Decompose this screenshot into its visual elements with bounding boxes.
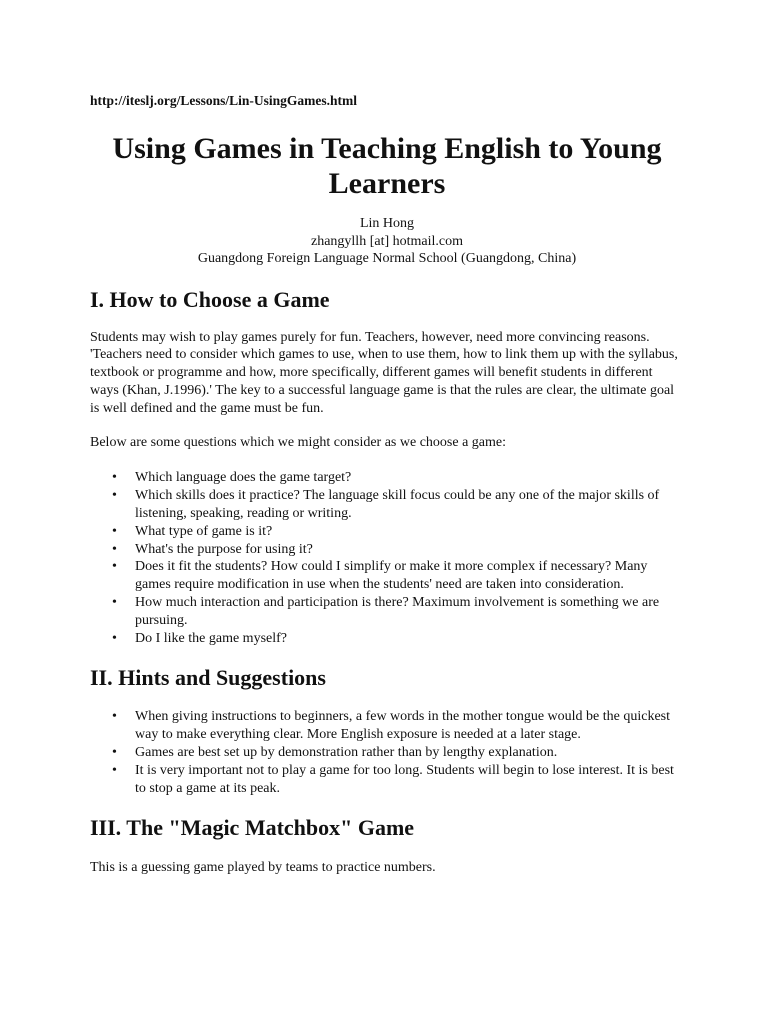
bullet-icon: • [112, 744, 117, 760]
list-item: • Which skills does it practice? The language skill focus could be any one of the major skills of listening, speaking, reading or writing. [112, 487, 660, 521]
page-title: Using Games in Teaching English to Young Learners [112, 132, 662, 200]
author-email: zhangyllh [at] hotmail.com [310, 233, 463, 249]
bullet-icon: • [112, 631, 117, 647]
section-heading-hints: II. Hints and Suggestions [90, 665, 326, 690]
author-name: Lin Hong [359, 216, 415, 231]
question-list [90, 469, 684, 648]
section-heading-magic-matchbox: III. The "Magic Matchbox" Game [90, 814, 415, 840]
hints-list [90, 708, 684, 798]
source-url: http://iteslj.org/Lessons/Lin-UsingGames.html [90, 93, 358, 108]
section3-paragraph: This is a guessing game played by teams to practice numbers. [90, 859, 436, 875]
bullet-icon: • [112, 469, 117, 485]
bullet-icon: • [112, 559, 117, 575]
list-item: • Which language does the game target? [112, 469, 352, 485]
section-heading-choose-game: I. How to Choose a Game [90, 286, 330, 312]
bullet-icon: • [112, 541, 117, 557]
bullet-icon: • [112, 762, 117, 778]
author-affiliation: Guangdong Foreign Language Normal School (Guangdong, China) [197, 251, 577, 266]
bullet-icon: • [112, 523, 117, 539]
section1-paragraph-2: Below are some questions which we might consider as we choose a game: [90, 435, 507, 451]
list-item: • What's the purpose for using it? [112, 541, 313, 557]
list-item: • Does it fit the students? How could I simplify or make it more complex if necessary? Many games require modification in use when the students' need are taken into consideration. [112, 559, 648, 593]
document-page [90, 92, 684, 876]
section1-paragraph-1: Students may wish to play games purely for fun. Teachers, however, need more convincing reasons. 'Teachers need to consider which games to use, when to use them, how to link them up with the syllabus, textbook or programme and how, more specifically, different games will benefit students in different ways (Khan, J.1996).' The key to a successful language game is that the rules are clear, the ultimate goal is well defined and the game must be fun. [90, 329, 678, 417]
bullet-icon: • [112, 487, 117, 503]
list-item: • How much interaction and participation is there? Maximum involvement is something we are pursuing. [112, 595, 660, 629]
list-item: • When giving instructions to beginners, a few words in the mother tongue would be the quickest way to make everything clear. More English exposure is needed at a later stage. [112, 709, 671, 742]
bullet-icon: • [112, 595, 117, 611]
list-item: • Do I like the game myself? [112, 631, 288, 647]
list-item: • It is very important not to play a game for too long. Students will begin to lose interest. It is best to stop a game at its peak. [112, 762, 674, 796]
list-item: • Games are best set up by demonstration rather than by lengthy explanation. [112, 744, 558, 760]
byline [90, 215, 684, 268]
bullet-icon: • [112, 709, 117, 724]
list-item: • What type of game is it? [112, 523, 273, 539]
